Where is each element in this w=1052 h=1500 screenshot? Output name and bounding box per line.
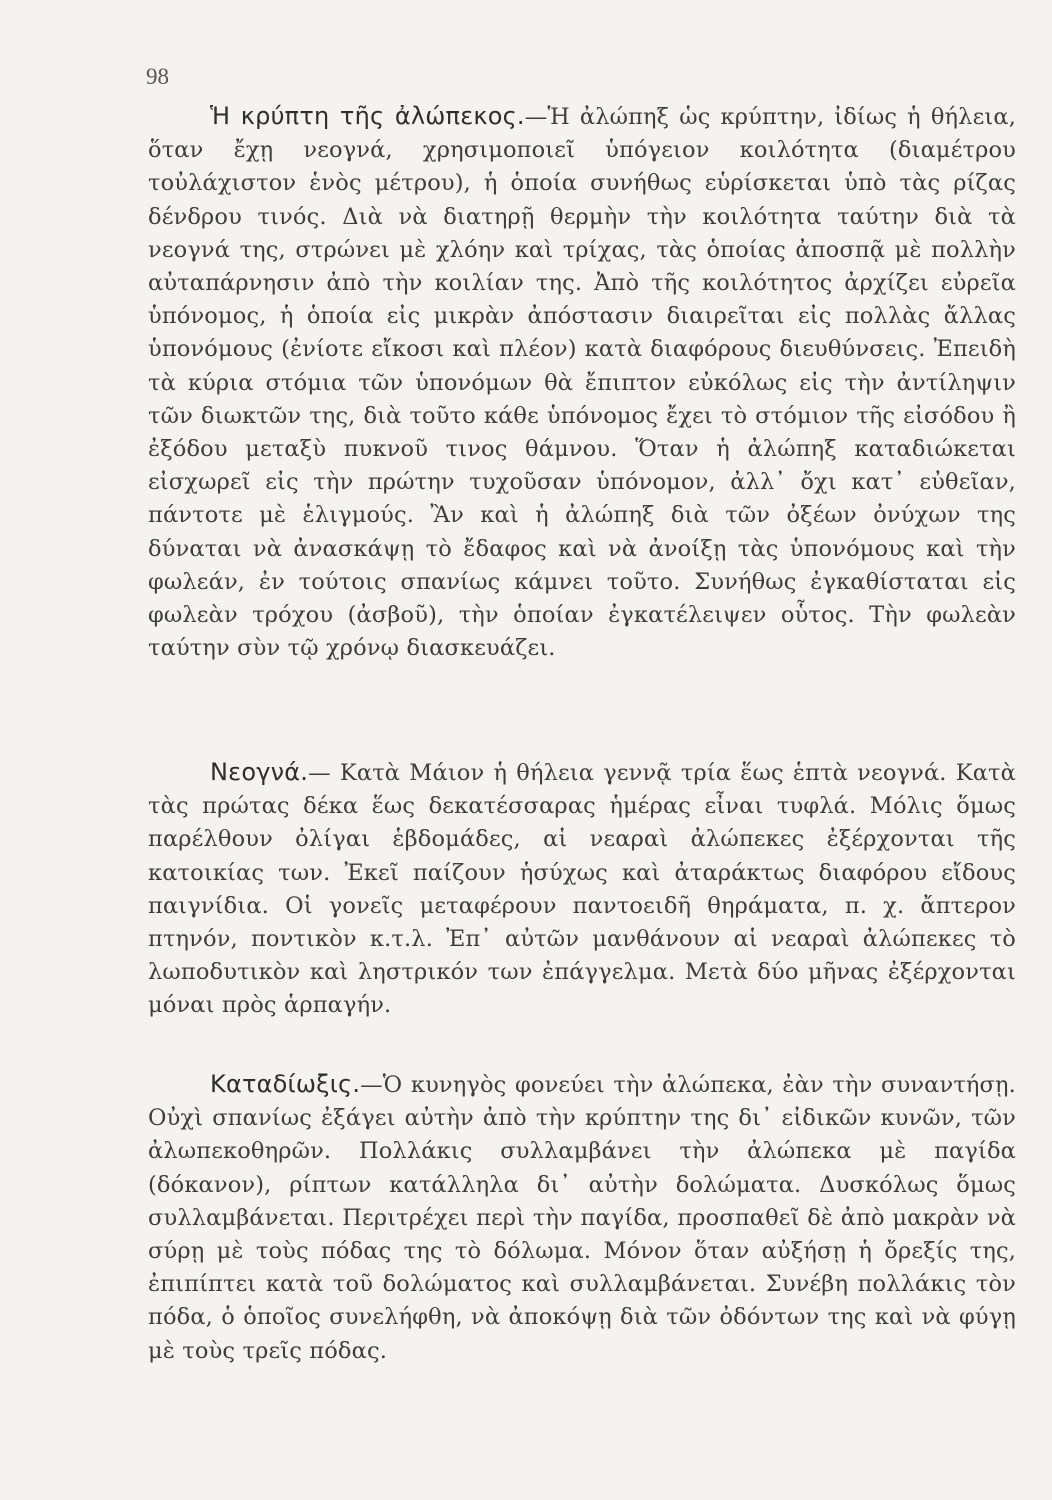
section-heading: Ἡ κρύπτη τῆς ἀλώπεκος. — [210, 102, 525, 130]
section-cubs — [148, 756, 1016, 1023]
section-fox-den — [148, 100, 1016, 665]
paragraph-text: —Ὁ κυνηγὸς φονεύει τὴν ἀλώπεκα, ἐὰν τὴν συναντήσῃ. Οὐχὶ σπανίως ἐξάγει αὐτὴν ἀπὸ τὴν κρύπτην της δι᾿ εἰδικῶν κυνῶν, τῶν ἀλωπεκοθηρῶν. Πολλάκις συλλαμβάνει τὴν ἀλώπεκα μὲ παγίδα (δόκανον), ρίπτων κατάλληλα δι᾿ αὐτὴν δολώματα. Δυσκόλως ὅμως συλλαμβάνεται. Περιτρέχει περὶ τὴν παγίδα, προσπαθεῖ δὲ ἀπὸ μακρὰν νὰ σύρῃ μὲ τοὺς πόδας της τὸ δόλωμα. Μόνον ὅταν αὐξήσῃ ἡ ὄρεξίς της, ἐπιπίπτει κατὰ τοῦ δολώματος καὶ συλλαμβάνεται. Συνέβη πολλάκις τὸν πόδα, ὁ ὁποῖος συνελήφθη, νὰ ἀποκόψῃ διὰ τῶν ὀδόντων της καὶ νὰ φύγῃ μὲ τοὺς τρεῖς πόδας. — [148, 1072, 1016, 1364]
section-hunting — [148, 1068, 1016, 1368]
paragraph — [148, 756, 1016, 1023]
section-heading: Νεογνά. — [210, 758, 309, 786]
paragraph-text: — Κατὰ Μάιον ἡ θήλεια γεννᾷ τρία ἕως ἑπτὰ νεογνά. Κατὰ τὰς πρώτας δέκα ἕως δεκατέσσαρας ἡμέρας εἶναι τυφλά. Μόλις ὅμως παρέλθουν ὀλίγαι ἑβδομάδες, αἱ νεαραὶ ἀλώπεκες ἐξέρχονται τῆς κατοικίας των. Ἐκεῖ παίζουν ἡσύχως καὶ ἀταράκτως διαφόρου εἴδους παιγνίδια. Οἱ γονεῖς μεταφέρουν παντοειδῆ θηράματα, π. χ. ἄπτερον πτηνόν, ποντικὸν κ.τ.λ. Ἐπ᾿ αὐτῶν μανθάνουν αἱ νεαραὶ ἀλώπεκες τὸ λωποδυτικὸν καὶ ληστρικόν των ἐπάγγελμα. Μετὰ δύο μῆνας ἐξέρχονται μόναι πρὸς ἁρπαγήν. — [148, 760, 1016, 1019]
page-number: 98 — [146, 64, 169, 89]
paragraph — [148, 100, 1016, 665]
paragraph-text: —Ἡ ἀλώπηξ ὡς κρύπτην, ἰδίως ἡ θήλεια, ὅταν ἔχῃ νεογνά, χρησιμοποιεῖ ὑπόγειον κοιλότητα (διαμέτρου τοὐλάχιστον ἑνὸς μέτρου), ἡ ὁποία συνήθως εὑρίσκεται ὑπὸ τὰς ρίζας δένδρου τινός. Διὰ νὰ διατηρῇ θερμὴν τὴν κοιλότητα ταύτην διὰ τὰ νεογνά της, στρώνει μὲ χλόην καὶ τρίχας, τὰς ὁποίας ἀποσπᾷ μὲ πολλὴν αὐταπάρνησιν ἀπὸ τὴν κοιλίαν της. Ἀπὸ τῆς κοιλότητος ἀρχίζει εὐρεῖα ὑπόνομος, ἡ ὁποία εἰς μικρὰν ἀπόστασιν διαιρεῖται εἰς πολλὰς ἄλλας ὑπονόμους (ἐνίοτε εἴκοσι καὶ πλέον) κατὰ διαφόρους διευθύνσεις. Ἐπειδὴ τὰ κύρια στόμια τῶν ὑπονόμων θὰ ἔπιπτον εὐκόλως εἰς τὴν ἀντίληψιν τῶν διωκτῶν της, διὰ τοῦτο κάθε ὑπόνομος ἔχει τὸ στόμιον τῆς εἰσόδου ἢ ἐξόδου μεταξὺ πυκνοῦ τινος θάμνου. Ὅταν ἡ ἀλώπηξ καταδιώκεται εἰσχωρεῖ εἰς τὴν πρώτην τυχοῦσαν ὑπόνομον, ἀλλ᾿ ὄχι κατ᾿ εὐθεῖαν, πάντοτε μὲ ἑλιγμούς. Ἂν καὶ ἡ ἀλώπηξ διὰ τῶν ὀξέων ὀνύχων της δύναται νὰ ἀνασκάψῃ τὸ ἔδαφος καὶ νὰ ἀνοίξῃ τὰς ὑπονόμους καὶ τὴν φωλεάν, ἐν τούτοις σπανίως κάμνει τοῦτο. Συνήθως ἐγκαθίσταται εἰς φωλεὰν τρόχου (ἀσβοῦ), τὴν ὁποίαν ἐγκατέλειψεν οὗτος. Τὴν φωλεὰν ταύτην σὺν τῷ χρόνῳ διασκευάζει. — [148, 104, 1016, 662]
paragraph — [148, 1068, 1016, 1368]
section-heading: Καταδίωξις. — [210, 1070, 361, 1098]
